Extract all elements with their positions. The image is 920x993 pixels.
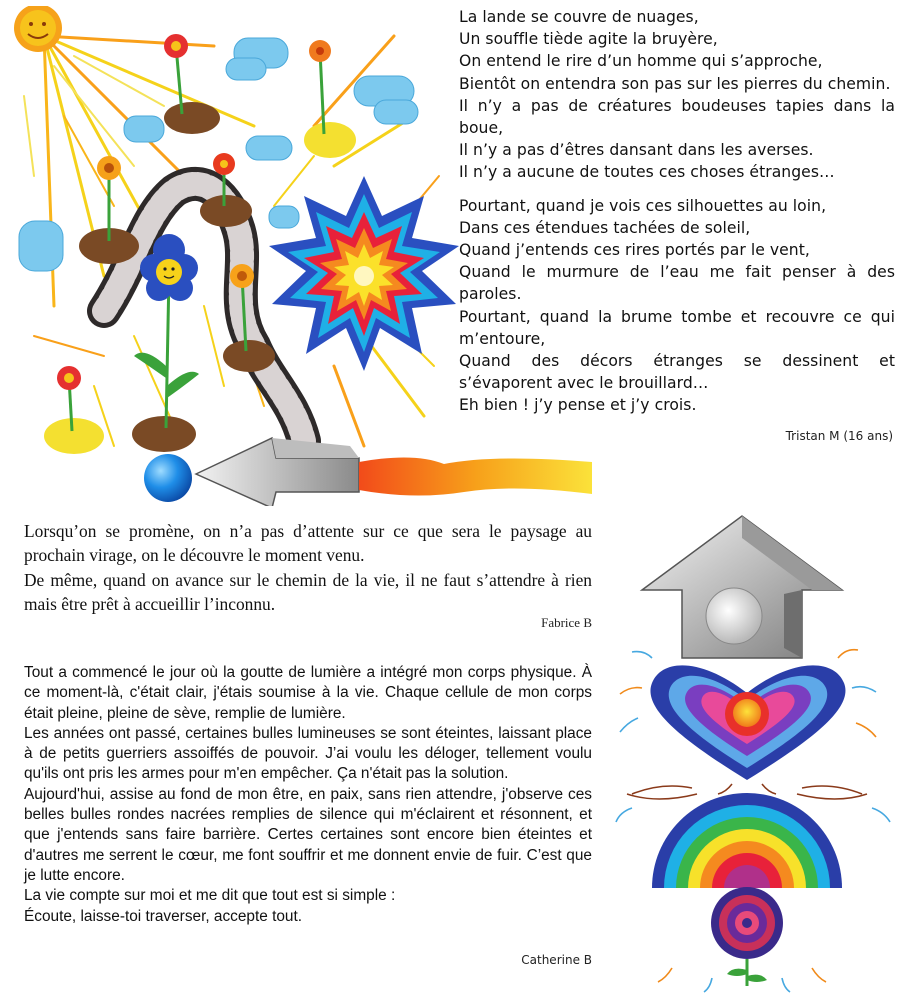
poem-line: Quand le murmure de l’eau me fait penser à des paroles. xyxy=(459,263,895,304)
poem-tristan xyxy=(459,6,895,428)
poem-line: Pourtant, quand la brume tombe et recouvre ce qui m’entoure, xyxy=(459,307,895,348)
author-tristan: Tristan M (16 ans) xyxy=(785,429,893,443)
poem-line: On entend le rire d’un homme qui s’approche, xyxy=(459,52,823,71)
text-catherine xyxy=(24,663,592,927)
paragraph: La vie compte sur moi et me dit que tout est si simple : xyxy=(24,887,396,905)
left-arrow-icon xyxy=(196,438,359,506)
poem-stanza-1 xyxy=(459,6,895,184)
rainbow-icon xyxy=(652,793,842,888)
poem-line: Un souffle tiède agite la bruyère, xyxy=(459,30,718,49)
author-fabrice: Fabrice B xyxy=(541,615,592,630)
spiral-flower-icon xyxy=(711,887,783,986)
up-arrow-icon xyxy=(642,516,842,658)
sun-icon xyxy=(14,6,62,52)
paragraph: Lorsqu’on se promène, on n’a pas d’attente sur ce que sera le paysage au prochain virage, on le découvre le moment venu. xyxy=(24,521,592,566)
poem-line: Il n’y a aucune de toutes ces choses étranges… xyxy=(459,163,835,182)
poem-line: Quand des décors étranges se dessinent et s’évaporent avec le brouillard… xyxy=(459,352,895,393)
poem-line: Pourtant, quand je vois ces silhouettes au loin, xyxy=(459,196,827,215)
heart-icon xyxy=(650,665,845,780)
paragraph: Aujourd'hui, assise au fond de mon être, en paix, sans rien attendre, j'observe ces belles bulles rondes nacrées remplies de silence qui m'éclairent et résonnent, et que j'entends sans faire barrière. Certes certaines sont encore bien éteintes et d'autres me serrent le cœur, me font souffrir et me donnent envie de fuir. C’est que je lutte encore. xyxy=(24,785,592,884)
poem-line: Eh bien ! j’y pense et j’y crois. xyxy=(459,396,697,415)
poem-line: Dans ces étendues tachées de soleil, xyxy=(459,218,751,237)
poem-line: La lande se couvre de nuages, xyxy=(459,8,699,26)
colorful-star-icon xyxy=(269,176,459,371)
poem-line: Il n’y a pas de créatures boudeuses tapies dans la boue, xyxy=(459,96,895,138)
heart-rainbow-illustration xyxy=(612,508,912,993)
poem-line: Il n’y a pas d’êtres dansant dans les averses. xyxy=(459,141,814,160)
poem-line: Bientôt on entendra son pas sur les pierres du chemin. xyxy=(459,74,891,93)
flame-trail xyxy=(359,457,592,495)
text-fabrice xyxy=(24,519,592,617)
poem-line: Quand j’entends ces rires portés par le vent, xyxy=(459,241,810,260)
author-catherine: Catherine B xyxy=(521,953,592,967)
paragraph: Les années ont passé, certaines bulles lumineuses se sont éteintes, laissant place à de petits guerriers assoiffés de pouvoir. J’ai voulu les déloger, tellement voulu qu'ils ont pris les armes pour m'en empêcher. Ça n'était pas la solution. xyxy=(24,724,592,783)
blue-ball-icon xyxy=(144,454,192,502)
paragraph: Écoute, laisse-toi traverser, accepte tout. xyxy=(24,907,303,925)
poem-stanza-2 xyxy=(459,195,895,417)
paragraph: Tout a commencé le jour où la goutte de lumière a intégré mon corps physique. À ce moment-là, c'était clair, j'étais soumise à la vie. Chaque cellule de mon corps était pleine, pleine de sève, remplie de lumière. xyxy=(24,664,592,722)
paragraph: De même, quand on avance sur le chemin de la vie, il ne faut s’attendre à rien mais être prêt à accueillir l’inconnu. xyxy=(24,569,592,615)
